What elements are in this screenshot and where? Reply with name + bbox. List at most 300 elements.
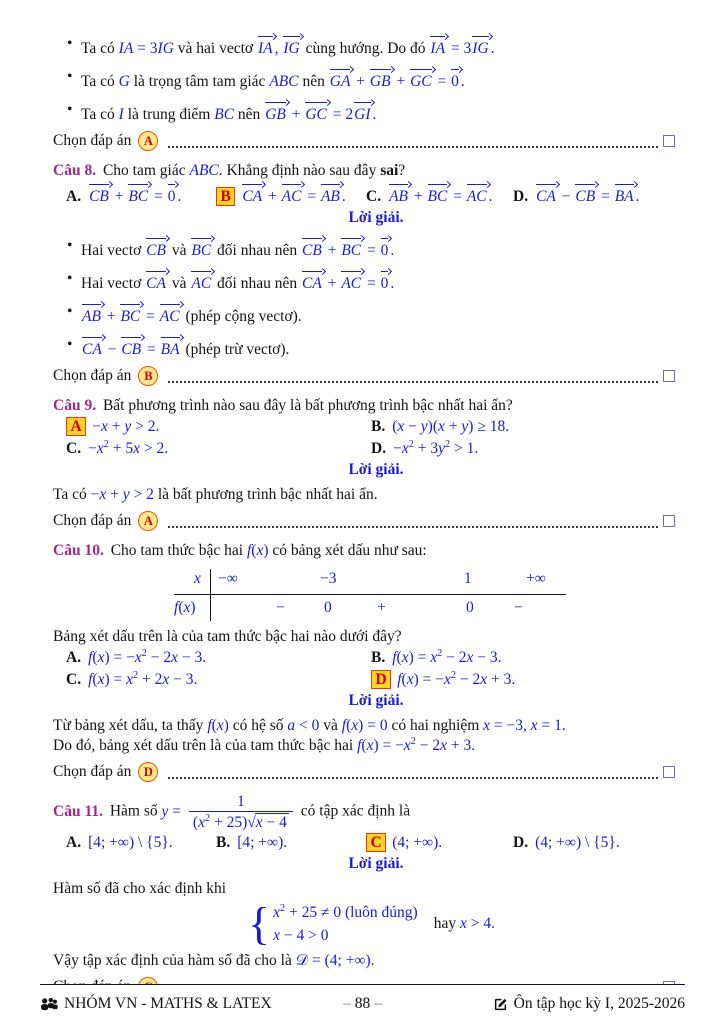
vector-overline — [388, 182, 410, 207]
math-run: CA + AC = 0 . — [301, 275, 394, 292]
option-math-text: CA + AC = AB . — [241, 188, 345, 205]
math-variable: IA — [118, 40, 134, 57]
math-variable: CA — [302, 275, 322, 292]
vector-overline: 0 — [380, 236, 391, 261]
option-math-text: $f(x) = -x^2 - 2x + 3$. — [397, 669, 516, 688]
math-variable: x — [430, 649, 438, 666]
math-variable: x — [530, 717, 538, 734]
option-math-text: CA − CB = BA . — [535, 188, 639, 205]
text-run: Từ bảng xét dấu, ta thấy — [53, 717, 208, 734]
text-run: có bảng xét dấu như sau: — [268, 542, 427, 559]
text-run: (phép cộng vectơ). — [181, 308, 302, 325]
superscript: 2 — [450, 669, 456, 681]
math-variable: x — [406, 671, 414, 688]
answer-line-label: Chọn đáp án — [53, 763, 132, 780]
vector-overline — [574, 182, 597, 207]
qed-square-icon — [663, 370, 675, 382]
math-variable: x — [255, 814, 263, 831]
vector-overline — [369, 67, 393, 92]
selected-answer-circle: A — [138, 511, 158, 531]
math-variable: x — [440, 737, 448, 754]
math-run: a < 0 — [287, 717, 320, 734]
bullet-icon: • — [67, 101, 73, 118]
answer-line — [53, 131, 675, 151]
math-variable: GB — [265, 106, 286, 123]
text-run: hay — [433, 915, 460, 932]
math-run: IA = 3IG . — [429, 40, 494, 57]
cases-line — [273, 903, 418, 923]
math-variable: BC — [427, 188, 448, 205]
math-run: GA + GB + GC = 0 . — [329, 73, 465, 90]
correct-answer-box: D — [371, 670, 391, 689]
math-variable: x — [194, 570, 201, 587]
math-variable: x — [366, 737, 374, 754]
answer-line-label: Chọn đáp án — [53, 132, 132, 149]
paragraph — [53, 485, 675, 505]
text-run: ? — [398, 162, 406, 179]
math-variable: AC — [191, 275, 212, 292]
math-variable: x — [351, 717, 359, 734]
dot-fill — [168, 514, 658, 528]
math-variable: GI — [354, 106, 371, 123]
list-item-text — [81, 335, 289, 360]
selected-answer-circle: D — [138, 762, 158, 782]
option-math-text: CB + BC = 0 . — [88, 188, 181, 205]
math-variable: f — [397, 671, 402, 688]
vector-overline — [160, 335, 182, 360]
math-variable: y — [420, 418, 428, 435]
text-run: và — [167, 242, 191, 259]
math-variable: ABC — [269, 73, 299, 90]
page-number-value: 88 — [354, 995, 371, 1012]
math-variable: BC — [214, 106, 235, 123]
math-variable: f — [246, 542, 252, 559]
option-d — [513, 182, 675, 207]
text-run: là trọng tâm tam giác — [129, 73, 270, 90]
superscript: 2 — [141, 647, 147, 659]
text-run: có tập xác định là — [296, 802, 411, 820]
text-run: Cho tam giác — [99, 162, 190, 179]
math-variable: IG — [157, 40, 174, 57]
list-item-text — [81, 100, 376, 125]
option-math-text: $f(x) = -x^2 - 2x - 3$. — [88, 647, 207, 666]
math-variable: AB — [320, 188, 340, 205]
list-item — [53, 302, 675, 327]
option-d — [371, 670, 675, 690]
math-variable: BA — [160, 341, 180, 358]
math-run: f(x) — [246, 542, 269, 559]
paragraph — [53, 716, 675, 736]
correct-answer-box: A — [66, 417, 86, 436]
selected-answer-circle: B — [138, 366, 158, 386]
correct-answer-box: C — [366, 833, 386, 852]
table-x-value: 1 — [464, 570, 472, 587]
math-variable: x — [183, 599, 191, 616]
page-number — [40, 994, 685, 1014]
math-variable: x — [466, 649, 474, 666]
text-run: Hai vectơ — [81, 242, 146, 259]
option-a — [66, 182, 216, 207]
math-variable: f — [207, 717, 212, 734]
table-horizontal-line — [174, 594, 566, 595]
answer-line-label: Chọn đáp án — [53, 512, 132, 529]
option-letter: C. — [66, 671, 82, 688]
math-variable: a — [287, 717, 296, 734]
math-variable: IG — [472, 40, 489, 57]
cases-tail — [434, 914, 495, 934]
math-variable: x — [403, 737, 411, 754]
math-variable: CB — [302, 242, 322, 259]
math-run: 𝒟 = (4; +∞). — [295, 952, 375, 969]
vector-overline — [81, 335, 104, 360]
math-variable: x — [198, 814, 205, 831]
question-label: Câu 8. — [53, 162, 97, 179]
superscript: 2 — [279, 902, 286, 914]
math-variable: IG — [283, 40, 300, 57]
sqrt-body: x − 4 — [255, 814, 287, 831]
option-a — [66, 833, 216, 853]
question-label: Câu 10. — [53, 542, 104, 559]
vector-overline — [429, 34, 447, 59]
cases-lines — [273, 903, 418, 946]
option-b — [216, 182, 366, 207]
answer-line — [53, 366, 675, 386]
math-run: −x + y > 2 — [90, 486, 154, 503]
math-variable: BC — [128, 188, 149, 205]
math-variable: AB — [389, 188, 409, 205]
vector-overline: 0 — [450, 67, 461, 92]
math-variable: f — [392, 649, 397, 666]
vector-overline — [88, 182, 111, 207]
option-b — [371, 648, 675, 668]
paragraph — [53, 627, 675, 647]
option-math-text: AB + BC = AC . — [388, 188, 492, 205]
fraction — [189, 792, 293, 832]
math-run: CB + BC = 0 . — [301, 242, 394, 259]
vector-overline — [304, 100, 329, 125]
math-variable: x — [99, 486, 107, 503]
text-run: Hai vectơ — [81, 275, 146, 292]
option-math-text: $f(x) = x^2 - 2x - 3$. — [392, 647, 502, 666]
math-variable: BA — [614, 188, 634, 205]
math-variable: x — [438, 418, 445, 435]
math-variable: AB — [82, 308, 101, 325]
math-variable: GB — [369, 73, 391, 90]
options-grid — [53, 648, 675, 690]
answer-line — [53, 762, 675, 782]
table-x-value: −3 — [320, 570, 337, 587]
vector-overline — [614, 182, 636, 207]
options-row — [53, 833, 675, 853]
vector-overline — [409, 67, 434, 92]
vector-overline — [320, 182, 342, 207]
list-item — [53, 34, 675, 59]
vector-overline — [301, 236, 324, 261]
math-variable: f — [357, 737, 362, 754]
math-run — [145, 275, 168, 292]
vector-overline — [119, 302, 142, 327]
text-run: Hàm số đã cho xác định khi — [53, 880, 227, 897]
math-variable: x — [460, 915, 467, 932]
math-variable: IA — [430, 40, 446, 57]
bullet-icon: • — [67, 270, 73, 287]
bullet-icon: • — [67, 35, 73, 52]
option-a — [66, 417, 371, 437]
math-run: $f(x) = -x^2 - 2x + 3$. — [357, 735, 476, 754]
math-run — [190, 275, 213, 292]
option-letter: B. — [371, 649, 386, 666]
option-letter: D. — [371, 440, 387, 457]
selected-answer-circle: A — [138, 131, 158, 151]
dot-fill — [168, 369, 658, 383]
question — [53, 396, 675, 416]
option-c — [66, 670, 371, 690]
text-run: Ta có — [53, 486, 91, 503]
vector-overline — [264, 100, 288, 125]
dot-fill — [168, 134, 658, 148]
text-run: đối nhau nên — [213, 242, 301, 259]
text-run: Ta có — [81, 106, 119, 123]
table-sign-value: + — [377, 599, 386, 616]
math-variable: x — [171, 649, 178, 666]
superscript: 2 — [133, 669, 139, 681]
fraction-denominator: $(x^2 + 25)√x - 4$ — [189, 811, 293, 832]
math-variable: x — [126, 671, 133, 688]
math-variable: GC — [410, 73, 432, 90]
math-variable: x — [97, 671, 105, 688]
math-run: f(x) — [207, 717, 229, 734]
math-variable: CA — [536, 188, 556, 205]
text-run: Vậy tập xác định của hàm số đã cho là — [53, 952, 296, 969]
list-item-text — [81, 67, 465, 92]
qed-square-icon — [663, 515, 675, 527]
text-run: và hai vectơ — [173, 40, 257, 57]
superscript: 2 — [103, 438, 109, 450]
text-run: cùng hướng. Do đó — [301, 40, 430, 57]
vector-overline — [145, 269, 168, 294]
answer-line — [53, 511, 675, 531]
option-math-text: (4; +∞). — [392, 834, 443, 851]
vector-overline: 0 — [380, 269, 391, 294]
option-math-text: $-x^2 + 3y^2 > 1$. — [393, 438, 479, 457]
text-run: Bất phương trình nào sau đây là bất phương trình bậc nhất hai ẩn? — [99, 397, 513, 414]
option-c — [366, 182, 513, 207]
math-variable: f — [88, 671, 93, 688]
math-run: x > 4. — [460, 915, 496, 932]
qed-square-icon — [663, 135, 675, 147]
option-math-text: [4; +∞) \ {5}. — [88, 834, 173, 851]
math-variable: x — [134, 649, 142, 666]
fraction-numerator: 1 — [237, 793, 245, 810]
math-run — [269, 73, 298, 90]
vector-overline — [257, 34, 275, 59]
vector-overline — [535, 182, 558, 207]
vector-overline — [340, 269, 363, 294]
math-run — [189, 162, 218, 179]
option-letter: B. — [371, 418, 386, 435]
math-variable: x — [162, 671, 170, 688]
math-variable: y — [122, 486, 130, 503]
option-a — [66, 648, 371, 668]
bullet-icon: • — [67, 336, 73, 353]
table-sign-value: − — [276, 599, 285, 616]
math-variable: ABC — [189, 162, 219, 179]
paragraph — [53, 736, 675, 756]
paragraph — [53, 951, 675, 971]
text-run: nên — [298, 73, 329, 90]
math-run: x = −3, x = 1. — [483, 717, 566, 734]
cases-system — [248, 898, 675, 949]
text-run: có hệ số — [228, 717, 288, 734]
math-run: (luôn đúng) — [344, 903, 418, 921]
math-variable: y — [461, 418, 469, 435]
option-math-text: $-x^2 + 5x > 2$. — [88, 438, 169, 457]
math-variable: CB — [89, 188, 109, 205]
solution-heading: Lời giải. — [348, 692, 404, 709]
vector-overline — [120, 335, 143, 360]
math-variable: x — [397, 418, 405, 435]
option-d — [371, 439, 675, 459]
math-run: y = $\frac{1}{(x^2 + 25)√x - 4}$ — [162, 803, 297, 820]
table-row-label — [194, 569, 201, 589]
math-variable: x — [133, 440, 140, 457]
math-run — [119, 73, 130, 90]
solution-heading: Lời giải. — [348, 855, 404, 872]
option-math-text: (4; +∞) \ {5}. — [535, 834, 620, 851]
list-item-text — [81, 269, 394, 294]
text-run: Hàm số — [105, 802, 162, 820]
correct-answer-box: B — [216, 187, 235, 206]
math-variable: y — [161, 802, 169, 820]
option-letter: B. — [216, 834, 231, 851]
question-label: Câu 11. — [53, 802, 103, 820]
text-run: là trung điểm — [123, 106, 215, 123]
math-run: IA = 3IG — [118, 40, 174, 57]
page-footer — [40, 984, 685, 1014]
bullet-icon: • — [67, 303, 73, 320]
math-variable: G — [118, 73, 130, 90]
text-run: Do đó, bảng xét dấu trên là của tam thức bậc hai — [53, 737, 358, 754]
math-run — [145, 242, 168, 259]
math-variable: y — [124, 418, 132, 435]
footer-brand-text: NHÓM VN - MATHS & LATEX — [64, 995, 272, 1012]
table-sign-value: 0 — [466, 599, 474, 616]
option-c — [366, 833, 513, 853]
bullet-icon: • — [67, 237, 73, 254]
vector-overline — [281, 182, 304, 207]
vector-overline — [145, 236, 168, 261]
text-run: nên — [234, 106, 265, 123]
vector-overline — [127, 182, 150, 207]
vector-overline: 0 — [167, 182, 178, 207]
math-variable: x — [401, 649, 409, 666]
math-variable: x — [100, 418, 108, 435]
math-variable: BC — [341, 242, 362, 259]
option-letter: C. — [66, 440, 82, 457]
superscript: 2 — [204, 812, 211, 824]
vector-overline — [190, 236, 213, 261]
math-variable: CA — [146, 275, 166, 292]
list-item — [53, 335, 675, 360]
superscript: 2 — [408, 438, 414, 450]
math-variable: CA — [242, 188, 263, 205]
math-variable: x — [483, 717, 491, 734]
vector-overline — [81, 302, 103, 327]
math-variable: x — [96, 440, 104, 457]
dot-fill — [168, 765, 658, 779]
math-variable: x — [256, 542, 264, 559]
math-variable: I — [118, 106, 124, 123]
option-letter: D. — [513, 188, 529, 205]
option-math-text: $f(x) = x^2 + 2x - 3$. — [88, 669, 198, 688]
table-x-value: +∞ — [526, 570, 546, 587]
math-run: AB + BC = AC — [81, 308, 182, 325]
question — [53, 792, 675, 832]
options-row — [53, 182, 675, 207]
list-item — [53, 67, 675, 92]
math-variable: CB — [146, 242, 166, 259]
option-math-text: [4; +∞). — [237, 834, 288, 851]
math-variable: BC — [191, 242, 212, 259]
math-variable: x — [273, 903, 280, 921]
math-variable: y — [438, 440, 445, 457]
list-item — [53, 269, 675, 294]
math-variable: IA — [257, 40, 273, 57]
math-variable: BC — [120, 308, 141, 325]
math-run — [214, 106, 234, 123]
superscript: 2 — [410, 735, 416, 747]
text-run: có hai nghiệm — [387, 717, 484, 734]
text-run: . Khẳng định nào sau đây — [218, 162, 381, 179]
vector-overline — [466, 182, 489, 207]
page-number-dash: – — [343, 995, 351, 1012]
list-item-text — [81, 236, 394, 261]
sqrt-expression — [247, 813, 289, 832]
vector-overline — [282, 34, 301, 59]
vector-overline — [471, 34, 490, 59]
table-sign-value: − — [514, 599, 523, 616]
option-b — [371, 417, 675, 437]
text-run: và — [319, 717, 342, 734]
text-run: Ta có — [81, 73, 119, 90]
option-d — [513, 833, 675, 853]
option-math-text: (x − y)(x + y) ≥ 18. — [392, 418, 510, 435]
table-sign-value: 0 — [324, 599, 332, 616]
text-run: và — [167, 275, 191, 292]
cases-line — [273, 926, 418, 946]
list-item — [53, 100, 675, 125]
math-variable: f — [341, 717, 347, 734]
text-run: Ta có — [81, 40, 119, 57]
question — [53, 541, 675, 561]
option-letter: C. — [366, 188, 382, 205]
table-x-value: −∞ — [218, 570, 238, 587]
brace-icon: { — [248, 898, 271, 949]
math-run: IA , IG — [257, 40, 302, 57]
math-run: f(x) = 0 — [341, 717, 388, 734]
math-variable: CB — [575, 188, 596, 205]
solution-heading: Lời giải. — [348, 209, 404, 226]
math-variable: f — [88, 649, 93, 666]
math-variable: x — [480, 671, 488, 688]
vector-overline — [301, 269, 324, 294]
radical-icon: √ — [247, 814, 256, 831]
superscript: 2 — [437, 647, 443, 659]
text-run: đối nhau nên — [213, 275, 301, 292]
footer-course-text: Ôn tập học kỳ I, 2025-2026 — [513, 995, 685, 1012]
option-letter: A. — [66, 834, 82, 851]
option-c — [66, 439, 371, 459]
